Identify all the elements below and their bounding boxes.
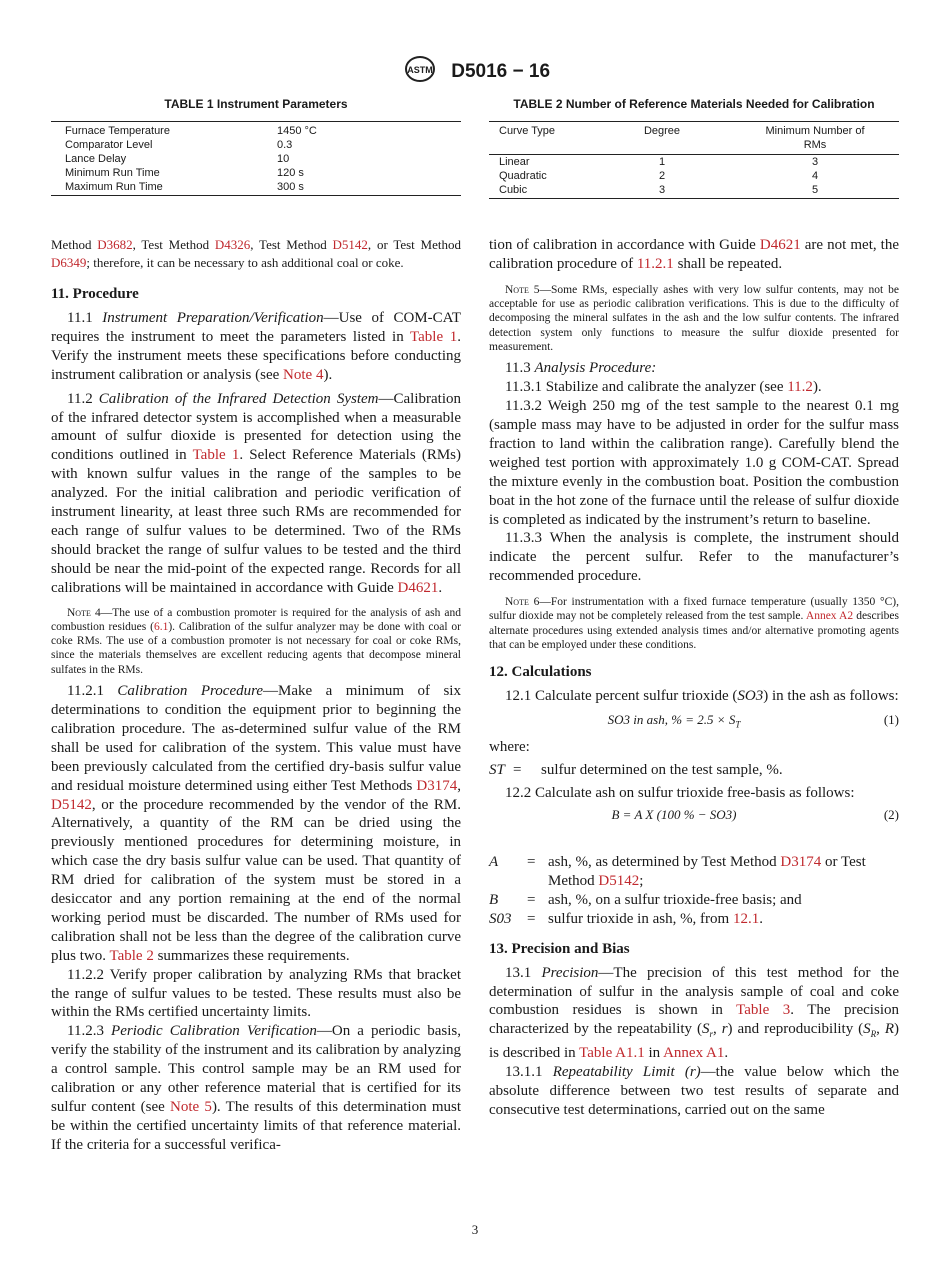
paragraph-13-1: 13.1 Precision—The precision of this test method for the determination of sulfur in the analysis sample of coal and coke combustion residues is shown in Table 3. The precision characterized by the repeatability ($S_r$, r) and reproducibility ($S_R$, R) is described in Table A1.1 in Annex A1. bbox=[489, 964, 900, 1062]
section-heading-12: 12. Calculations bbox=[489, 664, 592, 681]
table-1-title: TABLE 1 Instrument Parameters bbox=[164, 97, 348, 111]
table-cell: Maximum Run Time bbox=[51, 180, 263, 196]
svg-text:ASTM: ASTM bbox=[407, 65, 433, 75]
table-cell: 2 bbox=[658, 169, 666, 182]
link-d5142[interactable]: D5142 bbox=[51, 796, 92, 813]
table-cell: 1 bbox=[658, 155, 666, 168]
table-cell: 0.3 bbox=[277, 138, 293, 151]
paragraph-11-1: 11.1 Instrument Preparation/Verification—Use of COM-CAT requires the instrument to meet the parameters listed in Table 1. Verify the instrument meets these specifications before conducting instrument calibration or analysis (see Note 4). bbox=[51, 310, 461, 383]
table-cell: Cubic bbox=[489, 183, 593, 199]
definition-st: ST = sulfur determined on the test sample, %. bbox=[489, 762, 783, 779]
table-row bbox=[489, 169, 899, 183]
table-row bbox=[51, 152, 461, 166]
equation-1 bbox=[489, 712, 899, 732]
link-d4621[interactable]: D4621 bbox=[759, 237, 801, 253]
note-4: Note 4—The use of a combustion promoter is required for the analysis of ash and combustion residues (6.1). Calibration of the sulfur analyzer may be done with coal or coke RMs. The use of a combustion promoter is not necessary for coal or coke RMs, since the materials themselves are excellent reducing agents that decompose mineral sulfates in the RMs. bbox=[51, 606, 462, 676]
astm-logo-icon bbox=[400, 56, 440, 88]
link-d5142[interactable]: D5142 bbox=[598, 872, 640, 889]
table-cell: 3 bbox=[811, 155, 819, 168]
equation-expression: B = A X (100 % − SO3) bbox=[611, 806, 737, 822]
link-12-1[interactable]: 12.1 bbox=[732, 910, 760, 927]
paragraph-11-3-1: 11.3.1 Stabilize and calibrate the analyzer (see 11.2). bbox=[505, 379, 822, 396]
document-designation: D5016 − 16 bbox=[451, 61, 551, 82]
column-header: Minimum Number of RMs bbox=[731, 121, 899, 154]
table-cell: 300 s bbox=[263, 180, 461, 196]
column-header: Curve Type bbox=[489, 121, 593, 154]
paragraph-11-2-3: 11.2.3 Periodic Calibration Verification—On a periodic basis, verify the stability of the instrument and its calibration by analyzing a control sample. This control sample may be an RM used for calibration or any other reference material that is certified for its sulfur content (see Note 5). The results of this determination must be within the certified uncertainty limits of that reference material. If the criteria for a successful verifica- bbox=[51, 1023, 461, 1153]
table-cell: 10 bbox=[277, 152, 290, 165]
paragraph-11-3-2: 11.3.2 Weigh 250 mg of the test sample to the nearest 0.1 mg (sample mass may have to be adjusted in order for the sulfur mass fraction to land within the calibration range). Carefully blend the weighed test portion with approximately 1.0 g COM-CAT. Spread the mixture evenly in the combustion boat. Position the combustion boat in the hot zone of the furnace until the release of sulfur dioxide is completed as indicated by the instrument’s return to baseline. bbox=[489, 398, 899, 528]
column-header: Degree bbox=[593, 121, 731, 154]
paragraph-continued: tion of calibration in accordance with Guide D4621 are not met, the calibration procedure of 11.2.1 shall be repeated. bbox=[489, 237, 900, 272]
link-6-1[interactable]: 6.1 bbox=[153, 620, 169, 633]
page-header bbox=[0, 56, 950, 88]
equation-expression: SO3 in ash, % = $2.5 \times S_T$ bbox=[607, 712, 741, 730]
link-d3174[interactable]: D3174 bbox=[416, 777, 458, 794]
table-row bbox=[489, 154, 899, 169]
table-cell: 4 bbox=[811, 169, 819, 182]
table-cell: Lance Delay bbox=[65, 152, 127, 165]
section-heading-13: 13. Precision and Bias bbox=[489, 940, 630, 957]
equation-2 bbox=[489, 807, 899, 827]
paragraph-11-3-3: 11.3.3 When the analysis is complete, the instrument should indicate the percent sulfur. Refer to the manufacturer’s recommended procedure. bbox=[489, 530, 899, 585]
table-cell: Furnace Temperature bbox=[65, 124, 170, 137]
table-2-title: TABLE 2 Number of Reference Materials Needed for Calibration bbox=[513, 97, 875, 111]
equation-number: (2) bbox=[883, 806, 899, 822]
link-11-2[interactable]: 11.2 bbox=[787, 379, 813, 396]
table-cell: 1450 °C bbox=[277, 124, 317, 137]
definition-b: B = ash, %, on a sulfur trioxide-free basis; and bbox=[489, 891, 802, 908]
paragraph-12-1: 12.1 Calculate percent sulfur trioxide (SO3) in the ash as follows: bbox=[505, 688, 899, 705]
link-11-2-1[interactable]: 11.2.1 bbox=[636, 255, 674, 272]
table-cell: 5 bbox=[731, 183, 899, 199]
link-note-5[interactable]: Note 5 bbox=[170, 1099, 212, 1116]
link-d4326[interactable]: D4326 bbox=[214, 237, 251, 252]
link-note-4[interactable]: Note 4 bbox=[283, 366, 324, 383]
note-5: Note 5—Some RMs, especially ashes with very low sulfur contents, may not be acceptable for use as periodic calibration verifications. This is due to the difficulty of decomposing the mineral sulfates in the ash and the low sulfur contents. The infrared detection system only functions to measure the sulfur dioxide presented for measurement. bbox=[489, 283, 899, 353]
link-table-2[interactable]: Table 2 bbox=[109, 947, 154, 964]
paragraph-11-2-1: 11.2.1 Calibration Procedure—Make a minimum of six determinations to condition the equipment prior to beginning the calibration procedure. The as-determined sulfur value of the RM shall be used for calibration of the system. This value must have been previously calculated from the certified dry-basis sulfur value and residual moisture determined using either Test Methods D3174, D5142, or the procedure recommended by the vendor of the RM. Alternatively, a quantity of the RM can be dried using the previously mentioned procedures for determining moisture, in which case the dry basis sulfur value can be used. That quantity of RM dried for calibration of the system must be stored in a desiccator and any portion remaining at the end of the normal working period must be discarded. The number of RMs used for calibration shall not be less than the degree of the calibration curve plus two. Table 2 summarizes these requirements. bbox=[51, 683, 461, 964]
table-2 bbox=[489, 95, 899, 199]
table-row bbox=[51, 121, 461, 138]
link-d3682[interactable]: D3682 bbox=[97, 237, 133, 252]
paragraph-11-2-2: 11.2.2 Verify proper calibration by analyzing RMs that bracket the range of sulfur values to be tested. These results must also be within the RMs certified uncertainty limits. bbox=[51, 966, 461, 1021]
link-table-1[interactable]: Table 1 bbox=[410, 328, 458, 345]
link-d6349[interactable]: D6349 bbox=[51, 255, 87, 270]
equation-number: (1) bbox=[883, 712, 899, 728]
table-cell: Comparator Level bbox=[65, 138, 153, 151]
table-1-grid bbox=[51, 121, 461, 196]
table-row bbox=[51, 138, 461, 152]
table-cell: 3 bbox=[593, 183, 731, 199]
link-table-3[interactable]: Table 3 bbox=[736, 1002, 791, 1019]
table-cell: Quadratic bbox=[499, 169, 547, 182]
link-d3174[interactable]: D3174 bbox=[780, 853, 822, 870]
page-number: 3 bbox=[471, 1222, 479, 1237]
where-label: where: bbox=[489, 739, 530, 756]
table-cell: Minimum Run Time bbox=[65, 166, 160, 179]
table-row bbox=[489, 183, 899, 199]
link-annex-a1[interactable]: Annex A1 bbox=[663, 1045, 725, 1062]
table-1 bbox=[51, 95, 461, 196]
table-row bbox=[51, 180, 461, 196]
link-table-1[interactable]: Table 1 bbox=[192, 447, 240, 464]
paragraph-11-3: 11.3 Analysis Procedure: bbox=[505, 360, 657, 377]
link-d5142[interactable]: D5142 bbox=[332, 237, 368, 252]
section-heading-11: 11. Procedure bbox=[51, 286, 139, 302]
definition-so3: S03 = sulfur trioxide in ash, %, from 12.1. bbox=[489, 910, 763, 927]
paragraph-intro: Method D3682, Test Method D4326, Test Method D5142, or Test Method D6349; therefore, it can be necessary to ash additional coal or coke. bbox=[51, 237, 462, 270]
link-d4621[interactable]: D4621 bbox=[397, 579, 439, 596]
table-row bbox=[51, 166, 461, 180]
definition-a: A = ash, %, as determined by Test Method D3174 or Test Method D5142; bbox=[489, 853, 866, 889]
note-6: Note 6—For instrumentation with a fixed furnace temperature (usually 1350 °C), sulfur dioxide may not be completely released from the test sample. Annex A2 describes alternate procedures using extended analysis times and/or alternative promoting agents that can be employed under these conditions. bbox=[489, 596, 899, 652]
paragraph-11-2: 11.2 Calibration of the Infrared Detection System—Calibration of the infrared detector system is accomplished when a measurable amount of sulfur dioxide is presented for detection using the conditions outlined in Table 1. Select Reference Materials (RMs) with known sulfur values in the range of the samples to be analyzed. For the initial calibration and periodic verification of instrument linearity, at least three such RMs are recommended for each range of sulfur values to be determined. Two of the RMs should bracket the range of sulfur values to be tested and the third should be near the mid-point of the expected range. Records for all calibrations will be maintained in accordance with Guide D4621. bbox=[51, 390, 461, 596]
link-table-a1-1[interactable]: Table A1.1 bbox=[579, 1045, 645, 1062]
table-2-grid bbox=[489, 121, 899, 199]
paragraph-12-2: 12.2 Calculate ash on sulfur trioxide free-basis as follows: bbox=[505, 785, 855, 802]
table-cell: Linear bbox=[499, 155, 530, 168]
paragraph-13-1-1: 13.1.1 Repeatability Limit (r)—the value below which the absolute difference between two test results of separate and consecutive test determinations, carried out on the same bbox=[489, 1064, 900, 1118]
link-annex-a2[interactable]: Annex A2 bbox=[805, 610, 854, 623]
table-cell: 120 s bbox=[277, 166, 304, 179]
table-header-row bbox=[489, 121, 899, 154]
